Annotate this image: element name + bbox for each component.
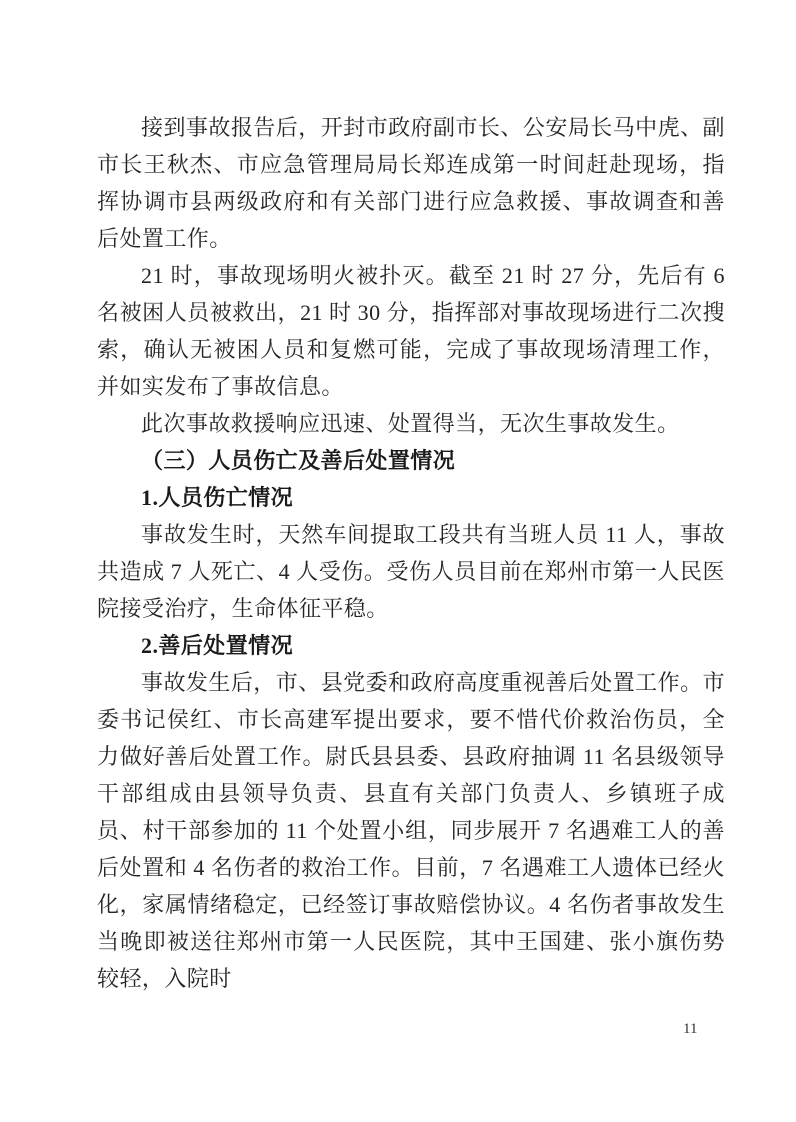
section-heading: 2.善后处置情况	[141, 633, 294, 658]
paragraph: 接到事故报告后，开封市政府副市长、公安局长马中虎、副市长王秋杰、市应急管理局局长郑连成第一时间赶赴现场，指挥协调市县两级政府和有关部门进行应急救援、事故调查和善后处置工作。	[97, 115, 725, 251]
section-heading: 1.人员伤亡情况	[141, 485, 294, 510]
paragraph: 21 时，事故现场明火被扑灭。截至 21 时 27 分，先后有 6 名被困人员被救出，21 时 30 分，指挥部对事故现场进行二次搜索，确认无被困人员和复燃可能，完成了事故现场清理工作，并如实发布了事故信息。	[97, 263, 725, 399]
paragraph: 事故发生后，市、县党委和政府高度重视善后处置工作。市委书记侯红、市长高建军提出要求，要不惜代价救治伤员，全力做好善后处置工作。尉氏县县委、县政府抽调 11 名县级领导干部组成由县领导负责、县直有关部门负责人、乡镇班子成员、村干部参加的 11 个处置小组，同步展开 7 名遇难工人的善后处置和 4 名伤者的救治工作。目前，7 名遇难工人遗体已经火化，家属情绪稳定，已经签订事故赔偿协议。4 名伤者事故发生当晚即被送往郑州市第一人民医院，其中王国建、张小旗伤势较轻，入院时	[97, 670, 725, 991]
document-body	[97, 109, 725, 997]
paragraph: 事故发生时，天然车间提取工段共有当班人员 11 人，事故共造成 7 人死亡、4 人受伤。受伤人员目前在郑州市第一人民医院接受治疗，生命体征平稳。	[97, 522, 725, 621]
paragraph: 此次事故救援响应迅速、处置得当，无次生事故发生。	[141, 411, 680, 436]
page-number: 11	[683, 1021, 698, 1037]
section-heading: （三）人员伤亡及善后处置情况	[141, 448, 456, 473]
